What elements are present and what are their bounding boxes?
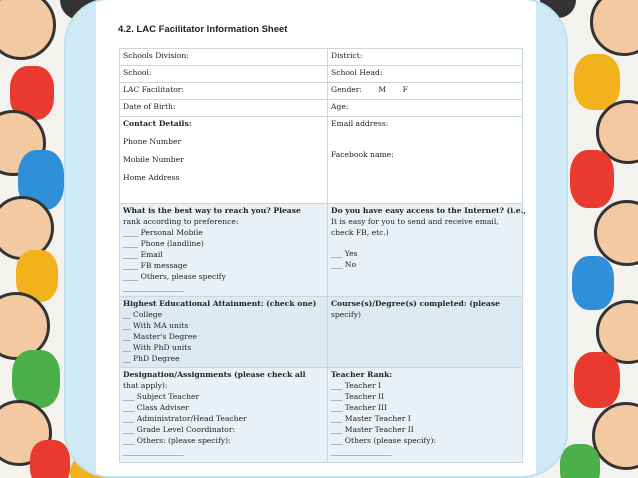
kid-figure bbox=[574, 352, 620, 408]
education-option-ma-units[interactable]: __ With MA units bbox=[123, 321, 189, 330]
internet-question-cont2: check FB, etc.) bbox=[331, 228, 389, 237]
internet-question: Do you have easy access to the Internet? (i.e., bbox=[331, 206, 526, 215]
rank-option-master-teacher-1[interactable]: ___ Master Teacher I bbox=[331, 414, 411, 423]
kid-figure bbox=[0, 0, 56, 60]
online-contact-cell[interactable] bbox=[328, 117, 523, 204]
course-completed-cell[interactable] bbox=[328, 297, 523, 368]
home-address-label: Home Address bbox=[123, 173, 180, 182]
reach-option-mobile[interactable]: ____ Personal Mobile bbox=[123, 228, 203, 237]
phone-number-label: Phone Number bbox=[123, 137, 182, 146]
contact-details-cell[interactable] bbox=[120, 117, 328, 204]
rank-option-teacher-3[interactable]: ___ Teacher III bbox=[331, 403, 387, 412]
reach-option-fb[interactable]: ____ FB message bbox=[123, 261, 188, 270]
kid-figure bbox=[572, 256, 614, 310]
gender-option-f[interactable]: F bbox=[402, 85, 408, 94]
designation-option-subject-teacher[interactable]: ___ Subject Teacher bbox=[123, 392, 200, 401]
gender-option-m[interactable]: M bbox=[378, 85, 387, 94]
internet-access-cell[interactable] bbox=[328, 204, 526, 297]
reach-option-landline[interactable]: ____ Phone (landline) bbox=[123, 239, 204, 248]
reach-question: What is the best way to reach you? Please bbox=[123, 206, 301, 215]
education-cell[interactable] bbox=[120, 297, 328, 368]
contact-details-label: Contact Details: bbox=[123, 119, 192, 128]
slide-card bbox=[66, 0, 566, 476]
district-field[interactable]: District: bbox=[328, 49, 523, 66]
education-option-college[interactable]: __ College bbox=[123, 310, 163, 319]
kid-figure bbox=[570, 150, 614, 208]
designation-question-cont: that apply): bbox=[123, 381, 168, 390]
rank-option-teacher-2[interactable]: ___ Teacher II bbox=[331, 392, 384, 401]
kid-figure bbox=[574, 54, 620, 110]
course-question: Course(s)/Degree(s) completed: (please bbox=[331, 299, 500, 308]
reach-question-cont: rank according to preference: bbox=[123, 217, 239, 226]
reach-others-blank[interactable]: ________________ bbox=[123, 283, 184, 292]
rank-option-master-teacher-2[interactable]: ___ Master Teacher II bbox=[331, 425, 414, 434]
schools-division-field[interactable]: Schools Division: bbox=[120, 49, 328, 66]
designation-others-blank[interactable]: ________________ bbox=[123, 447, 184, 456]
designation-cell[interactable] bbox=[120, 368, 328, 463]
designation-option-others[interactable]: ___ Others: (please specify): bbox=[123, 436, 231, 445]
designation-question: Designation/Assignments (please check all bbox=[123, 370, 306, 379]
school-field[interactable]: School: bbox=[120, 66, 328, 83]
education-option-phd-units[interactable]: __ With PhD units bbox=[123, 343, 192, 352]
rank-question: Teacher Rank: bbox=[331, 370, 393, 379]
reach-preference-cell[interactable] bbox=[120, 204, 328, 297]
date-of-birth-field[interactable]: Date of Birth: bbox=[120, 100, 328, 117]
internet-option-yes[interactable]: ___ Yes bbox=[331, 249, 358, 258]
facebook-name-label: Facebook name: bbox=[331, 150, 394, 159]
facilitator-info-table bbox=[119, 48, 526, 463]
teacher-rank-cell[interactable] bbox=[328, 368, 523, 463]
email-address-label: Email address: bbox=[331, 119, 389, 128]
kid-figure bbox=[560, 444, 600, 478]
internet-question-cont: It is easy for you to send and receive email, bbox=[331, 217, 499, 226]
kid-figure bbox=[30, 440, 70, 478]
document-page bbox=[96, 0, 536, 476]
mobile-number-label: Mobile Number bbox=[123, 155, 184, 164]
designation-option-administrator[interactable]: ___ Administrator/Head Teacher bbox=[123, 414, 247, 423]
education-question: Highest Educational Attainment: (check one) bbox=[123, 299, 317, 308]
rank-option-others[interactable]: ___ Others (please specify): bbox=[331, 436, 437, 445]
lac-facilitator-field[interactable]: LAC Facilitator: bbox=[120, 83, 328, 100]
education-option-phd[interactable]: __ PhD Degree bbox=[123, 354, 180, 363]
school-head-field[interactable]: School Head: bbox=[328, 66, 523, 83]
course-question-cont: specify) bbox=[331, 310, 361, 319]
gender-field[interactable]: Gender: M F bbox=[328, 83, 523, 100]
designation-option-class-adviser[interactable]: ___ Class Adviser bbox=[123, 403, 189, 412]
age-field[interactable]: Age: bbox=[328, 100, 523, 117]
designation-option-grade-coordinator[interactable]: ___ Grade Level Coordinator: bbox=[123, 425, 236, 434]
sheet-title: 4.2. LAC Facilitator Information Sheet bbox=[118, 24, 288, 35]
internet-option-no[interactable]: ___ No bbox=[331, 260, 357, 269]
reach-option-others[interactable]: ____ Others, please specify bbox=[123, 272, 226, 281]
reach-option-email[interactable]: ____ Email bbox=[123, 250, 163, 259]
rank-others-blank[interactable]: ________________ bbox=[331, 447, 392, 456]
rank-option-teacher-1[interactable]: ___ Teacher I bbox=[331, 381, 381, 390]
kid-figure bbox=[590, 0, 638, 56]
education-option-masters[interactable]: __ Master's Degree bbox=[123, 332, 197, 341]
